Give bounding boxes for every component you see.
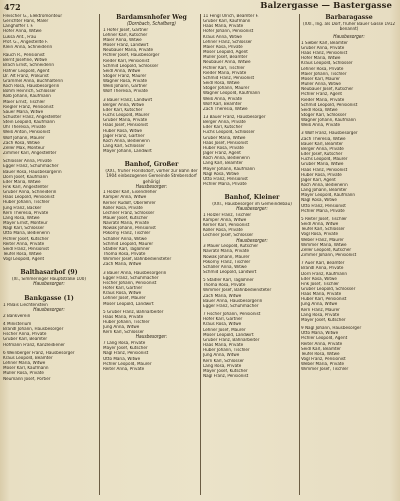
directory-entry: Rieder Maria, Private [203, 70, 247, 76]
directory-entry: Zeller Leopold, Kutscher [301, 247, 352, 253]
directory-entry: Uhl Theresia, Private [3, 125, 46, 131]
subheading: Hausbesorger: [135, 335, 168, 341]
directory-entry: Dorn Franz, Kaufmann [301, 271, 347, 277]
directory-entry: Lechner Josef, Schlosser [203, 233, 254, 239]
directory-entry: 1 Hofer Josef, Gärtner [103, 27, 149, 33]
directory-entry: Otto Maria, Witwe [103, 356, 141, 362]
directory-entry: Mayer Josef, Kutscher [203, 368, 248, 374]
directory-entry: Seidl Rosa, Witwe [203, 81, 240, 87]
directory-entry: Moser Franz, Landwirt [103, 43, 149, 49]
directory-entry: Riegler Franz, Pensionist [3, 104, 54, 110]
directory-entry: Koch Anna, Bedienerin [301, 183, 348, 188]
directory-entry: Rieder Karl, Pensionist [103, 58, 150, 64]
street-note: (XI., Simmeringer Hauptstraße 100) [11, 277, 87, 283]
directory-entry: Stöger Franz, Maurer [103, 74, 147, 79]
directory-entry: Jäger Franz, Gärtner [103, 133, 145, 139]
directory-entry: 11 Fengl Ulrich, Beamter F. [203, 14, 259, 19]
directory-entry: Pokorny Franz, Tischler [203, 259, 251, 265]
directory-entry: Lehner Maria, Witwe [3, 361, 46, 367]
directory-entry: Nagl Franz, Pensionist [203, 373, 249, 379]
directory-entry: Pokorny Franz, Tischler [103, 231, 151, 237]
directory-entry: Navratil Maria, Private [203, 249, 250, 255]
directory-entry: Eder Josef, Kutscher [301, 152, 343, 158]
directory-entry: 4 Ministerium [3, 321, 32, 327]
directory-entry: Rieder Maria, Private [301, 97, 345, 103]
directory-entry: Lang Karl, Beamter [203, 161, 243, 167]
directory-entry: Huber Rosa, Private [301, 172, 342, 178]
directory-entry: Nagl Rosa, Witwe [301, 198, 337, 204]
directory-entry: Koller Rosa, Private [103, 205, 143, 211]
directory-entry: Moser Leopold, Landwirt [203, 332, 254, 338]
directory-entry: Kamper Anna, Witwe [103, 195, 147, 201]
column-4 [301, 14, 397, 497]
directory-entry: Gruber Leopold, Schlosser [301, 286, 356, 292]
directory-entry: Hofer Karl, Gärtner [203, 317, 243, 323]
directory-entry: Brandl Anna, Private [301, 266, 344, 272]
directory-entry: Langhoffer I. F. [3, 24, 34, 30]
directory-entry: Maier Rosa, Private [203, 44, 243, 50]
directory-entry: Maier Anna, Witwe [103, 37, 142, 43]
page-header [0, 0, 400, 14]
subheading: (Dornbach, Schafberg) [127, 22, 176, 27]
directory-entry: Kern Karl, Schlosser [103, 330, 144, 336]
spacer [203, 187, 301, 194]
directory-entry: 1 Holzer Franz, Tischler [203, 212, 252, 218]
directory-entry: Moser Leopold, Landwirt [103, 301, 154, 307]
directory-entry: Wolf Karl, Beamter [203, 101, 242, 107]
directory-entry: Brach Ernst, Schneiderin [3, 63, 54, 69]
street-heading: Balthasarhof (9) [20, 269, 78, 277]
directory-entry: Fischer Johann, Pensionist [103, 280, 157, 286]
directory-entry: Teufel Rosa, Witwe [301, 351, 340, 357]
directory-entry: Fleischer G., Elektromonteur [3, 14, 63, 19]
spacer [3, 262, 95, 269]
subheading: Hausbesorger: [333, 35, 365, 41]
directory-entry: Grammel Anna, Buchhalterin [3, 78, 63, 84]
directory-entry: Stadler Karl, Taglöhner [103, 246, 150, 252]
directory-entry: Kraus Anna, Witwe [203, 34, 242, 40]
directory-entry: Fischer Anna, Private [3, 332, 47, 338]
directory-entry: Huber Rosa, Witwe [103, 128, 143, 134]
directory-entry: Pichler Josef, Hausbesorger [103, 53, 160, 59]
spacer [3, 288, 95, 295]
directory-entry: Lang Rosa, Private [301, 312, 340, 318]
directory-entry: Lehner Franz, Schlosser [203, 39, 252, 45]
directory-entry: Seidl Anna, Witwe [301, 222, 339, 228]
directory-entry: Haas Maria, Private [203, 24, 244, 30]
directory-entry: Bauer Karl, Beamter [301, 141, 343, 147]
directory-entry: Bauer Rosa, Hausbesorgerin [3, 169, 62, 175]
street-heading: Banhof, Kleiner [224, 194, 280, 202]
directory-entry: Kern Franz, Maurer [301, 307, 340, 313]
directory-entry: Maier Johann, Tischler [301, 71, 347, 77]
directory-entry: Seidl Franz, Pensionist [3, 246, 49, 252]
directory-entry: Pichler Maria, Private [301, 208, 345, 214]
directory-entry: Otto Maria, Witwe [301, 331, 339, 337]
directory-entry: 1 Palais Liechtenstein [3, 303, 48, 309]
directory-entry: Müller Josef, Beamter [203, 55, 248, 61]
directory-entry: 5 Reiter Josef, Tischler [301, 216, 347, 222]
directory-entry: Koch Anna, Bedienerin [103, 138, 150, 144]
directory-entry: Lehner Josef, Maurer [103, 296, 146, 302]
directory-entry: Koch Rosa, Hausbesorgerin [3, 84, 60, 90]
column-2 [103, 14, 200, 497]
directory-entry: Wagner Rosa, Private [103, 79, 148, 85]
directory-entry: Hofmann Franz, Kanzleidiener [3, 342, 65, 348]
directory-entry: Fuchs Leopold, Schlosser [203, 130, 255, 136]
directory-entry: Bohm Heinrich, Schlosser [3, 89, 56, 95]
directory-entry: Gruber Karl, Kaufmann [203, 19, 251, 25]
directory-entry: Kraus Rosa, Witwe [103, 291, 142, 297]
directory-entry: 6 Weinberger Franz, Hausbesorger [3, 350, 75, 356]
directory-entry: Zach Rosa, Witwe [3, 140, 40, 146]
column-3 [203, 14, 301, 497]
directory-entry: 3 Wolf Franz, Hausbesorger [301, 131, 358, 137]
directory-entry: Haas Maria, Private [301, 292, 342, 298]
directory-entry: Wimmer Josef, Tischler [301, 367, 349, 373]
directory-entry: Klein Anna, Schneiderin [3, 44, 53, 50]
directory-entry: Fink Karl, Angestellter [3, 185, 49, 190]
directory-entry: Thoma Rosa, Private [103, 252, 146, 258]
directory-entry: Mauer Josef, Kutscher [103, 216, 148, 221]
directory-entry: Gruber Maria, Witwe [203, 135, 246, 141]
directory-entry: Eder Karl, Kutscher [103, 107, 143, 113]
directory-entry: Stein Leopold, Kaufmann [3, 120, 55, 126]
directory-entry: Moser Karl, Kaufmann [3, 366, 49, 372]
directory-entry: Stöger Johann, Maurer [203, 86, 250, 92]
directory-entry: 3 Bauer Anna, Hausbesorgerin [103, 270, 167, 276]
directory-entry: Vogl Leopold, Agent [3, 257, 45, 263]
directory-entry: Nowak Johann, Pensionist [103, 226, 156, 232]
directory-entry: Kern Theresia, Private [3, 210, 49, 216]
directory-entry: Gerichter Hans, Maler [3, 19, 49, 25]
street-note: (XXI., Hausbesorger im Gemeindebau) [212, 202, 292, 208]
directory-entry: Schmid Leopold, Pensionist [301, 102, 358, 108]
directory-entry: Wagner Johann, Kaufmann [301, 118, 356, 124]
directory-entry: Wimmer Josef, Bahnbediensteter [103, 257, 172, 263]
directory-entry: Pichler Leopold, Maurer [103, 361, 152, 367]
directory-entry: Gruber Anna, Private [301, 45, 345, 51]
column-rule [200, 14, 201, 495]
directory-entry: 5 Stadler Karl, Taglöhner [203, 278, 254, 284]
directory-entry: Lehner Karl, Kutscher [103, 32, 148, 38]
directory-entry: Neubauer Anna, Witwe [203, 60, 251, 66]
directory-entry: Egger Franz, Schuhmacher [203, 303, 259, 309]
directory-entry: Haas Franz, Pensionist [301, 51, 348, 57]
directory-entry: Huber Johann, Tischler [103, 319, 150, 325]
directory-entry: Teufel Karl, Schlosser [301, 227, 345, 233]
directory-entry: Moser Leopold, Agent [203, 50, 248, 56]
directory-entry: Haas Franz, Pensionist [301, 167, 348, 173]
directory-entry: Zach Theresia, Witwe [301, 136, 346, 142]
directory-entry: Fuchs Leopold, Maurer [103, 113, 150, 119]
directory-entry: Hofer Maria, Witwe [301, 56, 341, 62]
directory-entry: Zeller Max, Monteur [3, 145, 45, 151]
directory-entry: Nowak Johann, Maurer [203, 254, 250, 260]
directory-entry: Reiter Anna, Private [3, 241, 45, 247]
directory-entry: Lang Rosa, Witwe [3, 215, 40, 221]
directory-entry: Gruber Franz, Bahnarbeiter [203, 337, 260, 343]
directory-entry: Lang Karl, Schlosser [103, 144, 145, 150]
directory-entry: 7 Fischer Johann, Pensionist [203, 312, 261, 318]
directory-entry: Haas Maria, Private [103, 314, 144, 320]
directory-entry: Lang Johann, Beamter [301, 188, 347, 194]
directory-entry: Moser Karl, Maurer [301, 76, 340, 82]
directory-entry: Jäger Karl, Agent [301, 177, 336, 183]
subheading: Hausbesorger: [135, 184, 168, 190]
directory-entry: Weiß Anton, Pensionist [3, 130, 51, 136]
directory-entry: Vogl Rosa, Private [301, 232, 338, 238]
directory-entry: Schmid Leopold, Schlosser [103, 63, 159, 69]
subheading: Hausbesorger: [33, 308, 65, 314]
directory-entry: Otto Maria, Bedienerin [3, 231, 50, 237]
directory-entry: 1 Holzer Karl, Eisendreher [103, 190, 157, 196]
directory-entry: Huber Rosa, Private [203, 145, 244, 151]
directory-entry: Neumann Josef, Portier [3, 376, 51, 382]
directory-entry: Huber Johann, Tischler [3, 200, 50, 206]
directory-entry: Thoma Rosa, Private [203, 283, 246, 289]
directory-entry: Seidl Anna, Witwe [103, 68, 141, 74]
directory-entry: Koller Rosa, Private [203, 228, 243, 234]
directory-entry: Schmid Leopold, Landwirt [203, 270, 257, 275]
directory-entry: Huber Karl, Pensionist [301, 297, 347, 303]
directory-entry: Otto Franz, Pensionist [203, 176, 248, 182]
directory-entry: Gruber Anna, Schneiderin [3, 190, 57, 196]
directory-entry: Jung Anna, Witwe [301, 302, 338, 308]
directory-entry: Rauch R., Pensionist [3, 53, 45, 59]
directory-entry: Haas Leopold, Pensionist [3, 195, 55, 201]
directory-entry: Hofer Karl, Gärtner [103, 286, 143, 292]
directory-entry: Jäger Franz, Agent [203, 151, 241, 157]
directory-entry: Zach Theresia, Witwe [203, 106, 248, 112]
directory-entry: Mayer Johann, Landwirt [103, 149, 152, 155]
subheading: Hausbesorger: [236, 207, 268, 213]
directory-entry: 3 Bauer Franz, Landwirt [103, 97, 153, 103]
directory-entry: Vogl Franz, Pensionist [301, 357, 346, 362]
directory-entry: Sauer Maria, Witwe [3, 109, 44, 115]
directory-entry: Schaller Anna, Witwe [203, 264, 247, 270]
directory-entry: Hofer Johann, Pensionist [203, 29, 254, 35]
directory-entry: Brandl Johann, Hausbesorger [3, 327, 64, 333]
street-heading: Bankgasse (1) [24, 295, 74, 303]
directory-entry: Pichler Franz, Agent [301, 92, 343, 98]
directory-entry: Teufel Rosa, Witwe [3, 252, 42, 258]
subheading: Hausbesorger: [33, 282, 65, 288]
directory-entry: Eder Maria, Witwe [3, 179, 41, 185]
directory-entry: Seidl Rosa, Witwe [301, 107, 338, 113]
street-note: (XXI., Ing. als Dorf, früher Bauer Gasse 1912 benannt) [302, 22, 396, 33]
directory-entry: Fuchs Leopold, Maurer [301, 157, 348, 163]
directory-entry: Mayer Josef, Kutscher [103, 346, 148, 352]
directory-entry: Wolf Theresia, Private [103, 89, 148, 95]
directory-entry: Mayer Ernst, Monteur [3, 221, 48, 227]
directory-entry: Haas Josef, Pensionist [103, 123, 149, 129]
directory-entry: Zimmer Karl, Angestellter [3, 151, 57, 157]
directory-entry: Schaller Anna, Witwe [103, 236, 147, 242]
directory-entry: Kamper Anna, Witwe [203, 218, 247, 223]
directory-entry: Weiß Johann, Gärtner [103, 84, 148, 90]
directory-entry: Zach Maria, Witwe [203, 293, 242, 299]
page-number: 472 [4, 2, 21, 12]
directory-entry: 13 Bauer Franz, Hausbesorger [203, 114, 266, 120]
directory-entry: Lehner Rosa, Private [301, 66, 344, 72]
directory-entry: Pichler Maria, Private [203, 182, 247, 187]
street-note: (XXI., früher Floridsdorf, vorher zur Bahn der 1904 einbezogenen Gemeinde Strebersdorf gehörig) [105, 169, 198, 185]
directory-entry: Lechner Franz, Schlosser [103, 210, 155, 216]
directory-entry: Huber Johann, Tischler [203, 348, 250, 354]
directory-entry: Egger Franz, Schuhmacher [103, 275, 159, 281]
running-title: Balzergasse — Bastergasse [260, 1, 392, 11]
directory-entry: Dr. Alt Franz, Prokurist [3, 73, 49, 79]
directory-entry: Weber Franz, Maurer [301, 237, 344, 243]
directory-entry: Nagl Rosa, Witwe [203, 171, 239, 177]
directory-entry: Zach Maria, Witwe [103, 262, 142, 268]
directory-entry: Gruber Maria, Witwe [301, 162, 344, 168]
directory-entry: Stöger Karl, Schlosser [301, 112, 347, 118]
directory-entry: Mayer Josef, Kutscher [301, 317, 346, 323]
directory-entry: Kolb Johann, Kaufmann [3, 94, 51, 100]
directory-entry: Dorn Josef, Kaufmann [3, 174, 48, 180]
street-heading: Barbaragasse [325, 14, 373, 21]
directory-entry: Pichler Karl, Tischler [203, 65, 245, 71]
directory-entry: Mayer Leopold, Kaufmann [301, 193, 355, 199]
directory-entry: Wimmer Maria, Witwe [301, 242, 347, 248]
directory-entry: Wimmer Josef, Bahnbediensteter [203, 288, 272, 294]
directory-entry: 3 Mauer Leopold, Kutscher [203, 244, 259, 250]
directory-entry: Maier Ernst, Tischler [3, 99, 46, 105]
directory-entry: 2 Bankverein [3, 313, 31, 319]
directory-entry: Weiß Anna, Private [203, 96, 243, 102]
subheading: Hausbesorger: [236, 238, 268, 244]
directory-entry: Schmid Franz, Pensionist [203, 75, 255, 81]
directory-entry: Bauer Anna, Hausbesorgerin [203, 298, 263, 304]
directory-entry: Kern Karl, Schlosser [203, 358, 244, 364]
directory-entry: Bernt Josefine, Witwe [3, 58, 48, 64]
directory-entry: Mayer Johann, Kaufmann [203, 166, 255, 172]
directory-entry: Jung Franz, Bäcker [3, 205, 42, 211]
directory-entry: Pichler Leopold, Agent [301, 336, 348, 342]
directory-entry: Kraus Leopold, Beamter [3, 355, 53, 361]
directory-entry: 7 Auer Karl, Beamter [301, 261, 345, 267]
directory-entry: Berger Anna, Private [301, 146, 344, 152]
directory-entry: Pichler Josef, Kutscher [3, 236, 49, 242]
directory-entry: Hofer Anna, Witwe [3, 29, 42, 35]
directory-entry: Berger Anna, Private [203, 120, 246, 126]
directory-entry: Nagl Karl, Schlosser [3, 226, 45, 232]
directory-entry: Neubauer Josef, Kutscher [301, 87, 354, 93]
directory-entry: Navratil Maria, Private [103, 221, 150, 227]
street-heading: Bardamsnhofer Weg [116, 14, 187, 21]
directory-entry: Kraus Leopold, Schlosser [301, 61, 353, 67]
directory-entry: Prof. G., Angestellte F. [3, 39, 49, 45]
directory-entry: Gruber Karl, Beamter [3, 337, 48, 343]
directory-entry: Neubauer Maria, Private [103, 48, 154, 54]
directory-entry: Seidl Karl, Beamter [301, 346, 341, 352]
street-heading: Banhof, Großer [124, 161, 179, 169]
directory-entry: Eder Rosa, Witwe [301, 276, 337, 282]
directory-entry: Eder Karl, Kutscher [203, 125, 243, 131]
directory-entry: Zimmer Johann, Pensionist [301, 253, 357, 259]
directory-entry: Berger Anna, Witwe [103, 102, 145, 108]
directory-entry: Koch Anna, Bedienerin [203, 156, 250, 162]
directory-entry: Nagl Franz, Pensionist [103, 351, 149, 357]
directory-entry: Weber Maria, Private [301, 362, 345, 368]
directory-entry: Reiter Anna, Private [103, 366, 145, 372]
directory-entry: Fink Josef, Tischler [301, 281, 340, 287]
directory-entry: Reiter Anna, Private [301, 341, 343, 347]
directory-entry: 1 Sieber Karl, Beamter [301, 40, 348, 46]
directory-entry: Hafner Leopold, Agent [3, 68, 50, 74]
directory-entry: Schmid Leopold, Maurer [103, 241, 154, 247]
directory-entry: 5 Gruber Franz, Bahnarbeiter [103, 309, 164, 315]
directory-entry: Lang Rosa, Private [203, 363, 242, 369]
directory-entry: 7 Lang Rosa, Private [103, 341, 146, 347]
directory-entry: Jung Anna, Witwe [103, 325, 140, 331]
directory-entry: Kerner Karl, Pensionist [203, 223, 250, 229]
directory-entry: Otto Franz, Pensionist [301, 203, 346, 209]
directory-entry: Haas Josef, Pensionist [203, 140, 249, 146]
spacer [103, 154, 200, 161]
directory-entry: Schlosser Anna, Private [3, 159, 52, 165]
column-rule [99, 14, 100, 495]
column-1 [3, 14, 95, 497]
directory-entry: 9 Nagl Johann, Hausbesorger [301, 326, 362, 332]
directory-entry: Müller Rosa, Private [3, 371, 44, 377]
directory-entry: Kerner Rudolf, Oberlehrer [103, 200, 156, 206]
directory-entry: Müller Anna, Witwe [301, 82, 341, 88]
directory-entry: Wolf Johann, Maurer [3, 135, 45, 141]
directory-entry: Schuster Franz, Angestellter [3, 114, 62, 120]
directory-entry: Weiß Anna, Private [301, 123, 341, 129]
directory-entry: Kraus Rosa, Witwe [203, 322, 242, 328]
directory-entry: Egger Franz, Schuhmacher [3, 164, 59, 170]
directory-entry: Gruber Maria, Private [103, 118, 148, 124]
directory-entry: Jung Anna, Witwe [203, 353, 240, 359]
directory-entry: Luksa Ant., Frau [3, 34, 37, 40]
directory-entry: Haas Maria, Private [203, 343, 244, 349]
directory-entry: Lehner Josef, Maurer [203, 327, 246, 333]
directory-entry: Wagner Leopold, Kaufmann [203, 91, 260, 97]
